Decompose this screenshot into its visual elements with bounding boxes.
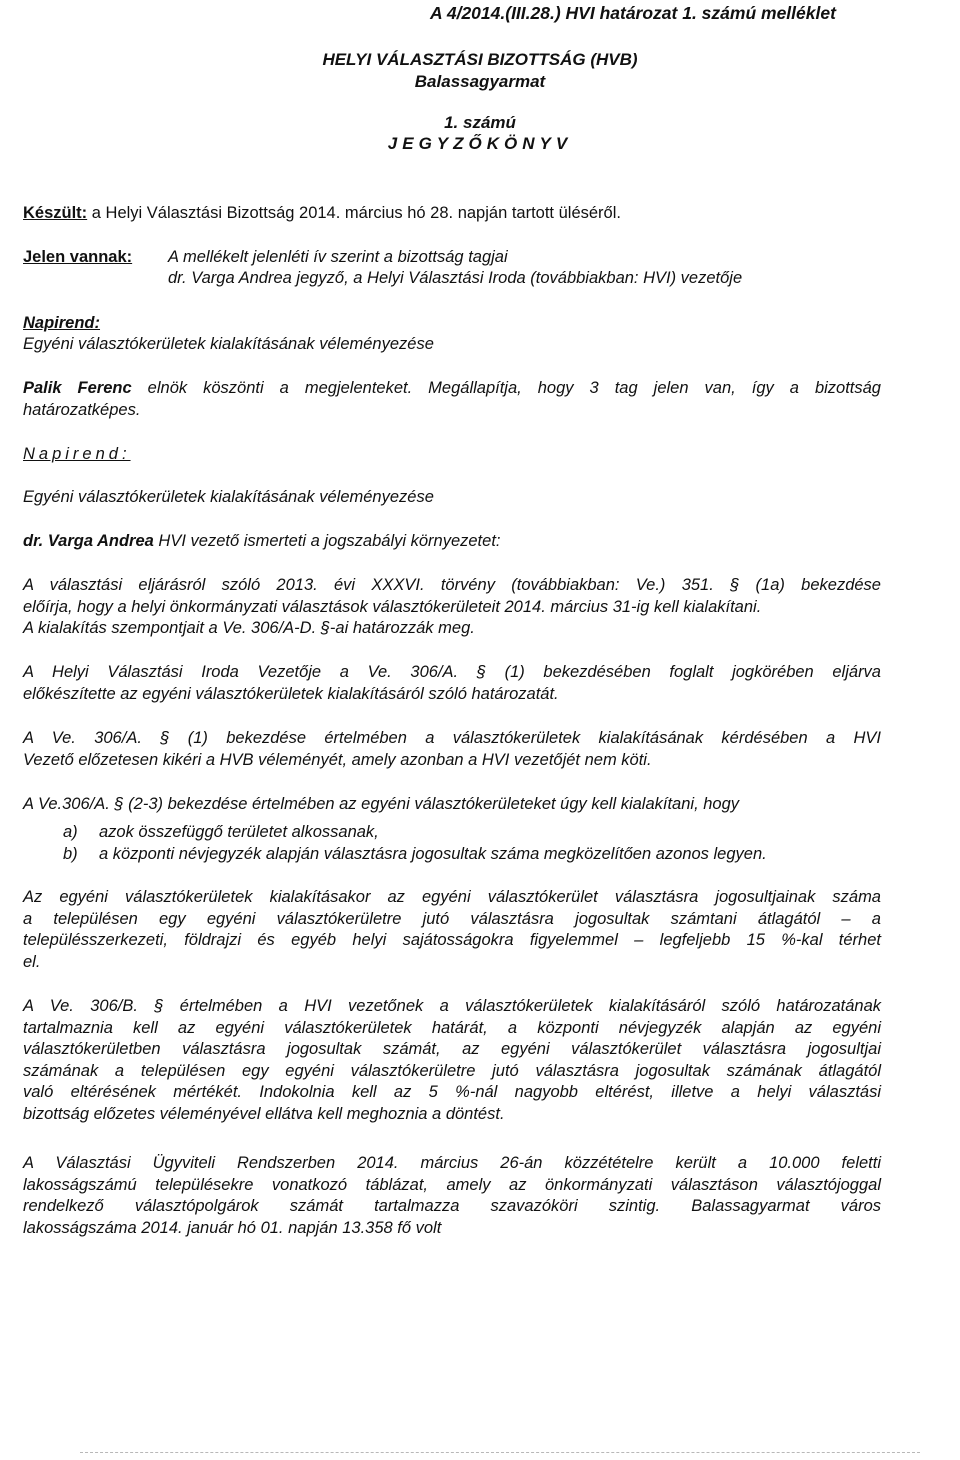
list-item-a: azok összefüggő területet alkossanak, <box>99 823 379 841</box>
list-item-b: a központi névjegyzék alapján választásra jogosultak száma megközelítően azonos legyen. <box>99 845 767 863</box>
opening-line-1: Palik Ferenc elnök köszönti a megjelenteket. Megállapítja, hogy 3 tag jelen van, így a bizottság <box>23 379 881 397</box>
paragraph-6: A Ve. 306/B. § értelmében a HVI vezetőnek a választókerületek kialakításáról szóló határozatának tartalmaznia kell az egyéni választókerületek határát, a központi névjegyzék alapján az egyéni választókerületben választásra jogosultak számát, az egyéni választókerület választásra jogosultjai számának a településen egy egyéni választókerületre jutó választásra jogosultak számának átlagától való eltérésének mértékét. Indokolnia kell az 5 %-nál nagyobb eltérést, illetve a helyi választási bizottság előzetes véleményével ellátva kell meghoznia a döntést. <box>23 997 881 1123</box>
agenda-text: Egyéni választókerületek kialakításának véleményezése <box>23 335 434 353</box>
prepared-label: Készült: <box>23 204 88 222</box>
prepared-value: a Helyi Választási Bizottság 2014. március hó 28. napján tartott üléséről. <box>91 204 621 222</box>
present-line-1: A mellékelt jelenléti ív szerint a bizottság tagjai <box>168 248 508 266</box>
opening-line-2: határozatképes. <box>23 400 141 419</box>
speaker-name: dr. Varga Andrea <box>23 532 154 550</box>
paragraph-7: A Választási Ügyviteli Rendszerben 2014. március 26-án közzétételre került a 10.000 feletti lakosságszámú településekre vonatkozó táblázat, amely az önkormányzati választáson választójoggal rendelkező választópolgárok számát tartalmazza szavazóköri szintig. Balassagyarmat város lakosságszáma 2014. január hó 01. napján 13.358 fő volt <box>23 1154 881 1237</box>
present-label: Jelen vannak: <box>23 248 133 266</box>
present-line-2: dr. Varga Andrea jegyző, a Helyi Választási Iroda (továbbiakban: HVI) vezetője <box>168 269 743 287</box>
city-name: Balassagyarmat <box>414 72 546 91</box>
paragraph-4-intro: A Ve.306/A. § (2-3) bekezdése értelmében az egyéni választókerületeket úgy kell kialakítani, hogy <box>23 795 740 813</box>
opening-paragraph <box>23 378 881 421</box>
list-marker-a: a) <box>63 823 78 841</box>
agenda-text-2: Egyéni választókerületek kialakításának véleményezése <box>23 488 434 506</box>
chair-name: Palik Ferenc <box>23 379 132 397</box>
paragraph-3: A Ve. 306/A. § (1) bekezdése értelmében a választókerületek kialakításának kérdésében a HVI Vezető előzetesen kikéri a HVB véleményét, amely azonban a HVI vezetőjét nem köti. <box>23 729 881 769</box>
paragraph-2: A Helyi Választási Iroda Vezetője a Ve. 306/A. § (1) bekezdésében foglalt jogkörében eljárva előkészítette az egyéni választókerületek kialakításáról szóló határozatát. <box>23 663 881 703</box>
paragraph-1: A választási eljárásról szóló 2013. évi XXXVI. törvény (továbbiakban: Ve.) 351. § (1a) bekezdése előírja, hogy a helyi önkormányzati választások választókerületeit 2014. március 31-ig kell kialakítani. A kialakítás szempontjait a Ve. 306/A-D. §-ai határozzák meg. <box>23 576 881 637</box>
committee-name: HELYI VÁLASZTÁSI BIZOTTSÁG (HVB) <box>322 50 638 69</box>
speaker-line: dr. Varga Andrea HVI vezető ismerteti a jogszabályi környezetet: <box>23 532 501 550</box>
prepared-line <box>23 203 621 224</box>
annex-reference: A 4/2014.(III.28.) HVI határozat 1. számú melléklet <box>430 3 836 23</box>
paragraph-5: Az egyéni választókerületek kialakításakor az egyéni választókerület választásra jogosultjainak száma a településen egy egyéni választókerületre jutó választásra jogosultak számtani átlagától – a településszerkezeti, földrajzi és egyéb helyi sajátosságokra figyelemmel – legfeljebb 15 %-kal térhet el. <box>23 888 881 971</box>
list-marker-b: b) <box>63 845 78 863</box>
document-number: 1. számú <box>444 113 516 132</box>
agenda-label-2: Napirend: <box>23 445 131 463</box>
agenda-label: Napirend: <box>23 314 101 332</box>
page-bottom-divider <box>80 1452 920 1453</box>
document-title: JEGYZŐKÖNYV <box>387 134 573 153</box>
